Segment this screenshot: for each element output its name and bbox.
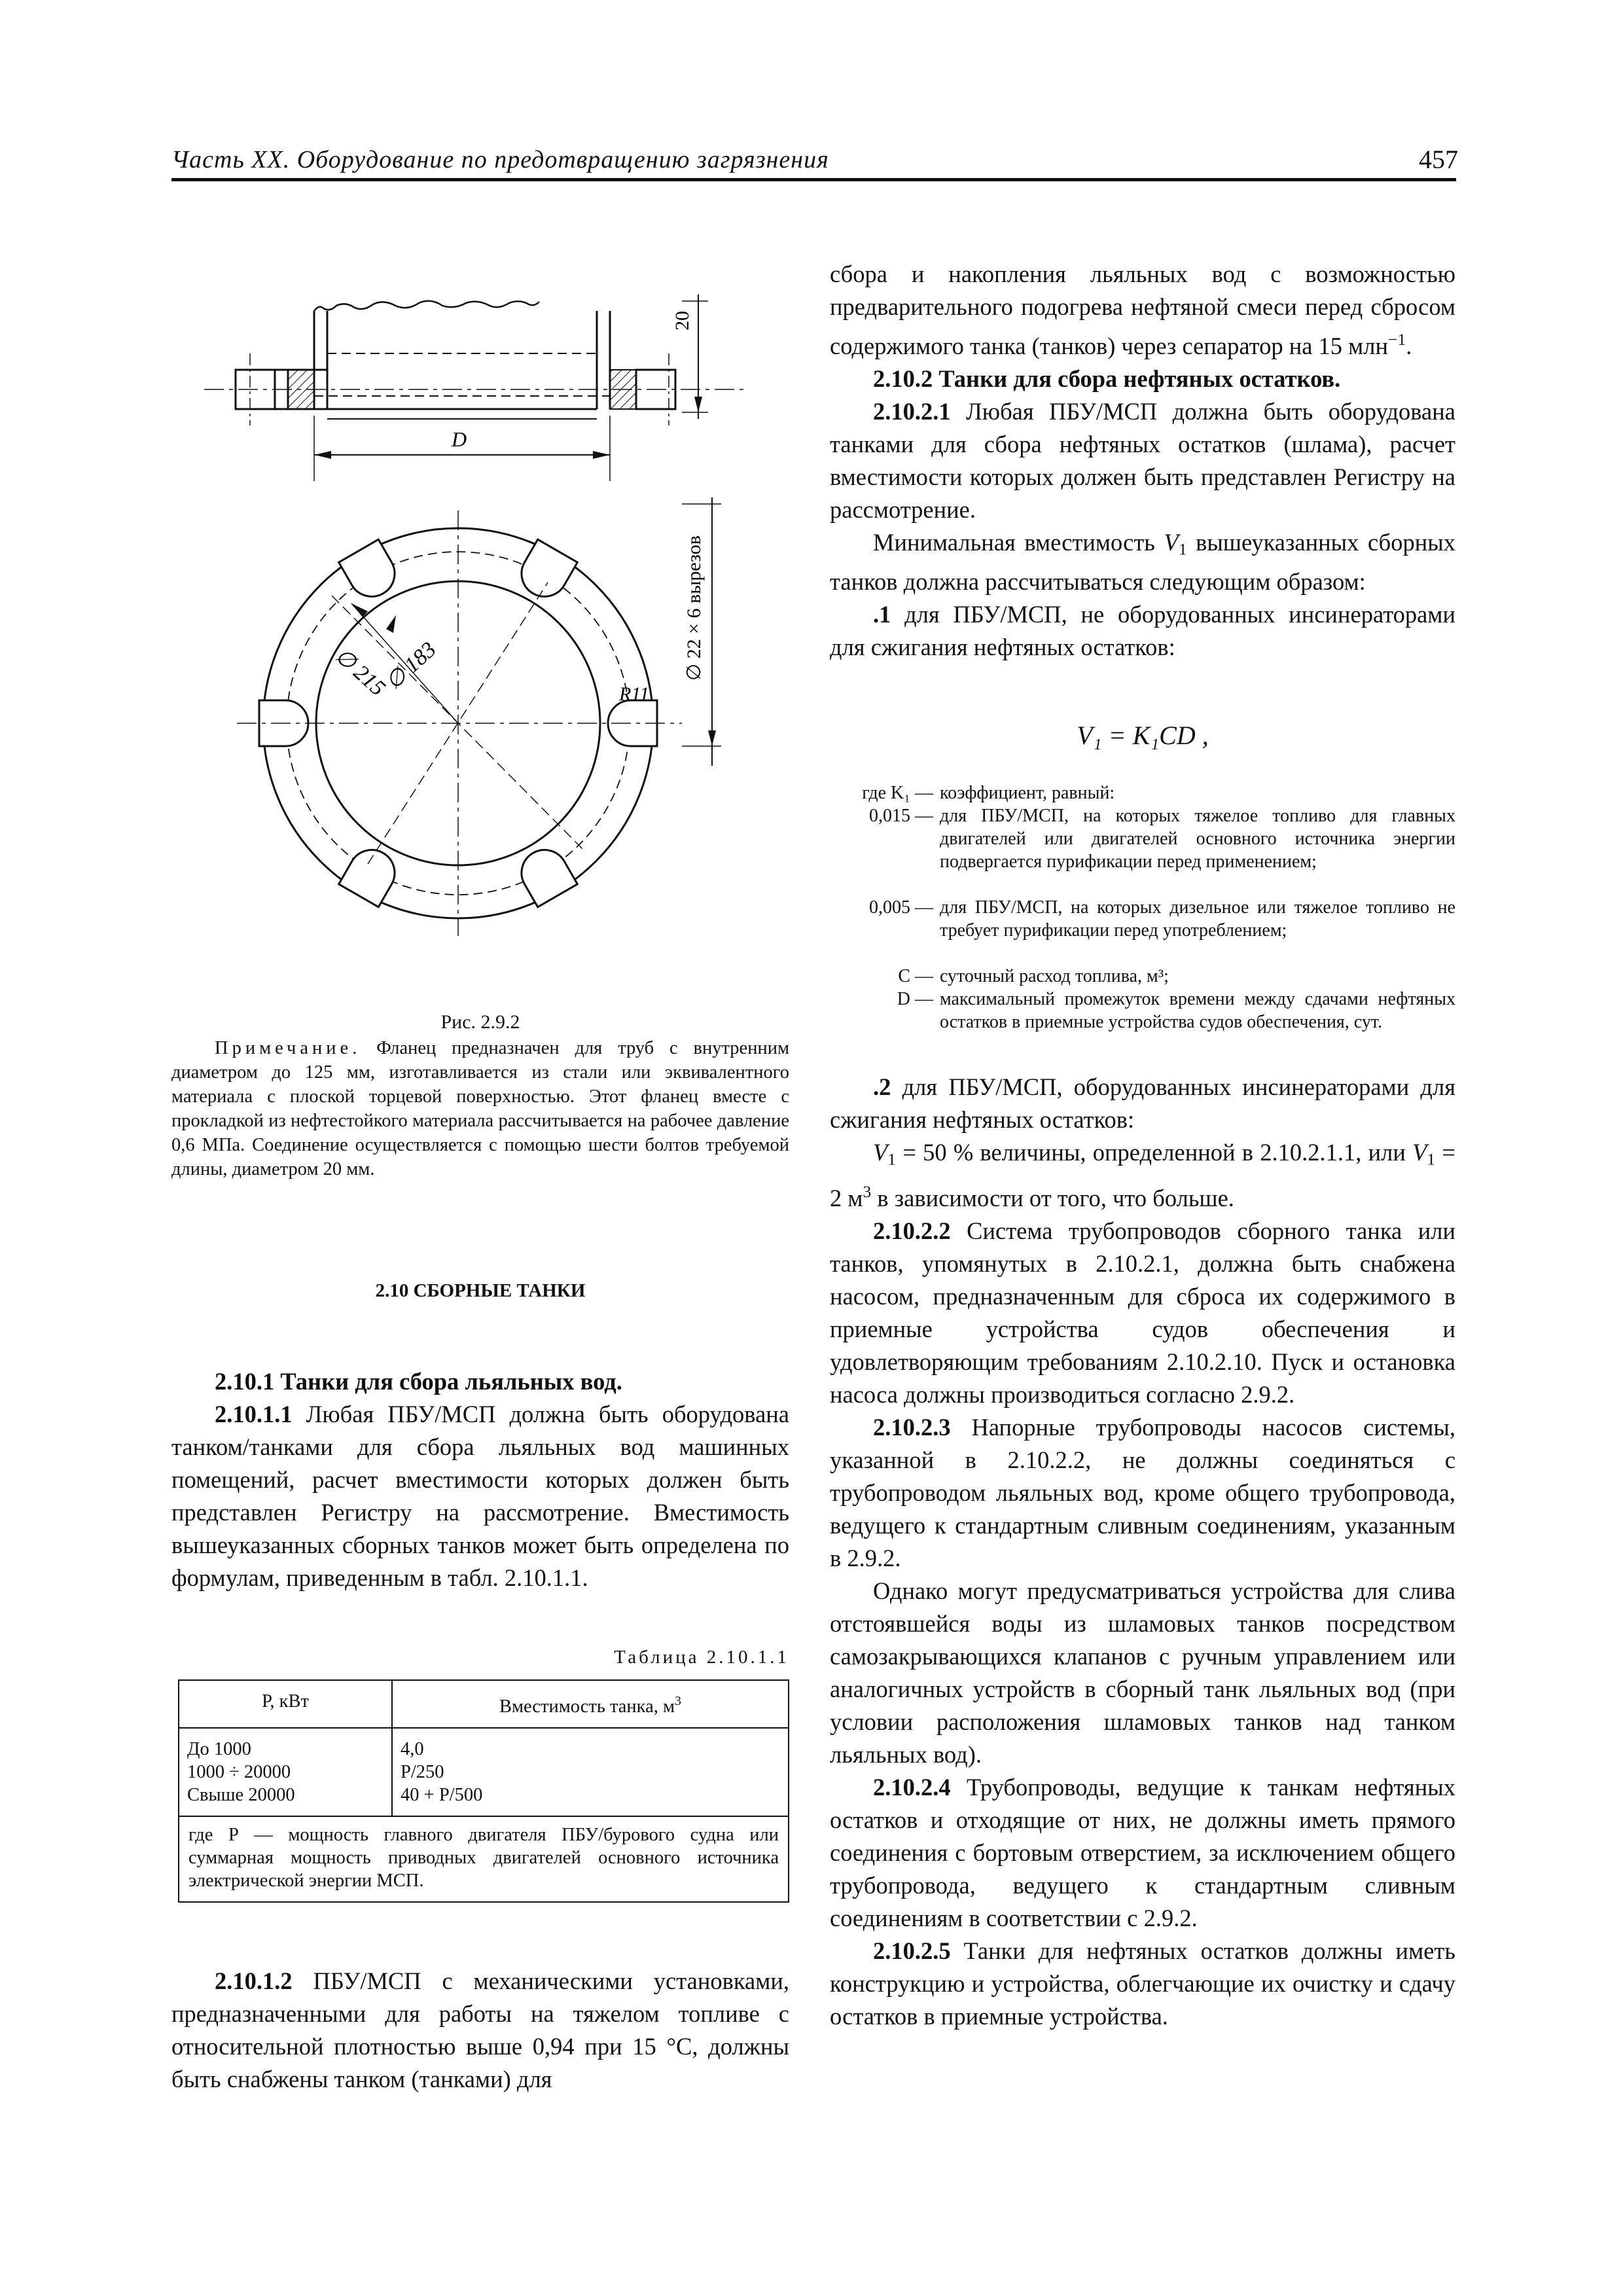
header-rule bbox=[171, 178, 1456, 181]
def-key: 0,015 — bbox=[869, 806, 933, 826]
dim-d-label: D bbox=[452, 427, 467, 451]
right-column-top bbox=[830, 258, 1455, 664]
para-text: Любая ПБУ/МСП должна быть оборудована танком/танками для сбора льяльных вод машинных помещений, расчет вместимости которых должен быть представлен Регистру на рассмотрение. Вместимость вышеуказанных сборных танков может быть определена по формулам, приведенным в табл. 2.10.1.1. bbox=[171, 1401, 789, 1591]
dim-20-label: 20 bbox=[671, 311, 693, 331]
def-key: где K₁ — bbox=[862, 783, 933, 803]
running-header-title: Часть XX. Оборудование по предотвращению загрязнения bbox=[171, 146, 829, 173]
dim-183-label: ∅ 183 bbox=[381, 637, 441, 694]
table-header-row bbox=[179, 1680, 789, 1728]
para-text: Система трубопроводов сборного танка или танков, упомянутых в 2.10.2.1, должна быть снабжена насосом, предназначенным для сброса их содержимого в приемные устройства судов обеспечения и удовлетворяющим требованиям 2.10.2.10. Пуск и остановка насоса должны производиться согласно 2.9.2. bbox=[830, 1217, 1455, 1408]
para-however: Однако могут предусматриваться устройства для слива отстоявшейся воды из шламовых танков посредством самозакрывающихся клапанов с ручным управлением или аналогичных устройств в сборный танк льяльных вод (при условии расположения шламовых танков над танком льяльных вод). bbox=[830, 1577, 1455, 1768]
cell-power: 1000 ÷ 20000 bbox=[187, 1761, 291, 1782]
left-column-text bbox=[171, 1365, 789, 1594]
para-2-10-2-5 bbox=[830, 1935, 1455, 2033]
figure-caption: Рис. 2.9.2 bbox=[440, 1011, 520, 1033]
flange-section-view bbox=[204, 295, 747, 481]
table-footnote-row bbox=[179, 1816, 789, 1902]
col-header-power: Р, кВт bbox=[179, 1680, 392, 1728]
note-text: Фланец предназначен для труб с внутренним диаметром до 125 мм, изготавливается из стали или эквивалентного материала с плоской торцевой поверхностью. Этот фланец вместе с прокладкой из нефтестойкого материала рассчитывается на рабочее давление 0,6 МПа. Соединение осуществляется с помощью шести болтов требуемой длины, диаметром 20 мм. bbox=[171, 1038, 789, 1179]
para-number: 2.10.1.1 bbox=[215, 1401, 293, 1427]
para-continuation: сбора и накопления льяльных вод с возможностью предварительного подогрева нефтяной смеси перед сбросом содержимого танка (танков) через сепаратор на 15 млн$^{-1}$. bbox=[830, 260, 1455, 360]
item-2: .2 для ПБУ/МСП, оборудованных инсинераторами для сжигания нефтяных остатков: bbox=[830, 1073, 1455, 1133]
dim-slots-label: ∅ 22 × 6 вырезов bbox=[683, 535, 705, 681]
para-number: 2.10.2.5 bbox=[873, 1937, 951, 1965]
col-header-capacity: Вместимость танка, $м^3$ bbox=[392, 1680, 789, 1728]
para-text: Танки для нефтяных остатков должны иметь конструкцию и устройства, облегчающие их очистку и сдачу остатков в приемные устройства. bbox=[830, 1937, 1455, 2030]
section-title: 2.10 СБОРНЫЕ ТАНКИ bbox=[375, 1280, 586, 1301]
para-number: 2.10.1.2 bbox=[215, 1967, 293, 1994]
def-value: коэффициент, равный: bbox=[940, 783, 1115, 803]
para-text: Любая ПБУ/МСП должна быть оборудована танками для сбора нефтяных остатков (шлама), расчет вместимости которых должен быть представлен Регистру на рассмотрение. bbox=[830, 398, 1455, 524]
para-2-10-1-1 bbox=[171, 1398, 789, 1594]
def-key: D — bbox=[897, 989, 933, 1009]
para-text: Напорные трубопроводы насосов системы, указанной в 2.10.2.2, не должны соединяться с трубопроводом льяльных вод, кроме общего трубопровода, ведущего к стандартным сливным соединениям, указанным в 2.9.2. bbox=[830, 1414, 1456, 1572]
para-number: 2.10.2.4 bbox=[873, 1774, 951, 1801]
def-value: суточный расход топлива, м³; bbox=[940, 966, 1169, 986]
table-row bbox=[179, 1728, 789, 1816]
para-number: 2.10.2.1 bbox=[873, 398, 951, 425]
para-2-10-2-2 bbox=[830, 1215, 1455, 1411]
cell-capacity: 40 + Р/500 bbox=[401, 1784, 483, 1805]
flange-plan-view bbox=[237, 497, 721, 936]
def-key: C — bbox=[898, 966, 933, 986]
def-value: для ПБУ/МСП, на которых тяжелое топливо для главных двигателей или двигателей основного источника энергии подвергается пурификации перед применением; bbox=[940, 806, 1455, 872]
note-label: Примечание. bbox=[215, 1038, 361, 1058]
cell-capacity: 4,0 bbox=[401, 1738, 424, 1759]
left-column-bottom bbox=[171, 1965, 789, 2096]
right-column-bottom bbox=[830, 1071, 1455, 2033]
item-1: .1 для ПБУ/МСП, не оборудованных инсинераторами для сжигания нефтяных остатков: bbox=[830, 601, 1456, 661]
formula-v1: V₁ = K₁CD , bbox=[1077, 721, 1209, 750]
para-2-10-2-1 bbox=[830, 395, 1455, 526]
page-number: 457 bbox=[1419, 145, 1458, 174]
para-min-capacity: Минимальная вместимость $V_1$ вышеуказанных сборных танков должна рассчитываться следующим образом: bbox=[830, 529, 1456, 596]
para-number: 2.10.2.2 bbox=[873, 1217, 951, 1245]
para-text: Трубопроводы, ведущие к танкам нефтяных остатков и отходящие от них, не должны иметь прямого соединения с бортовым отверстием, за исключением общего трубопровода, ведущего к стандартным сливным соединениям в соответствии с 2.9.2. bbox=[830, 1774, 1455, 1932]
para-2-10-2-4 bbox=[830, 1771, 1455, 1935]
cell-capacity: Р/250 bbox=[401, 1761, 444, 1782]
cell-power: Свыше 20000 bbox=[187, 1784, 295, 1805]
para-2-10-2-3 bbox=[830, 1411, 1455, 1575]
cell-power: До 1000 bbox=[187, 1738, 251, 1759]
subsection-2-10-2-title: 2.10.2 Танки для сбора нефтяных остатков. bbox=[873, 365, 1341, 393]
table-caption: Таблица 2.10.1.1 bbox=[614, 1647, 789, 1668]
definitions-list bbox=[830, 781, 1455, 1056]
para-text: ПБУ/МСП с механическими установками, предназначенными для работы на тяжелом топливе с относительной плотностью выше 0,94 при 15 °С, должны быть снабжены танком (танками) для bbox=[171, 1967, 789, 2092]
def-value: максимальный промежуток времени между сдачами нефтяных остатков в приемные устройства судов обеспечения, сут. bbox=[940, 989, 1455, 1032]
dim-r11-label: R11 bbox=[619, 683, 650, 705]
table-footnote: где Р — мощность главного двигателя ПБУ/бурового судна или суммарная мощность приводных двигателей основного источника электрической энергии МСП. bbox=[179, 1816, 789, 1902]
def-key: 0,005 — bbox=[869, 897, 933, 918]
subsection-2-10-1-title: 2.10.1 Танки для сбора льяльных вод. bbox=[215, 1368, 622, 1395]
flange-drawing bbox=[171, 255, 789, 1008]
dim-215-label: ∅ 215 bbox=[330, 643, 390, 701]
para-number: 2.10.2.3 bbox=[873, 1414, 951, 1441]
para-2-10-1-2 bbox=[171, 1965, 789, 2096]
def-value: для ПБУ/МСП, на которых дизельное или тяжелое топливо не требует пурификации перед употреблением; bbox=[940, 897, 1455, 941]
capacity-table bbox=[178, 1679, 789, 1903]
item-2-formula: $V_1 = 50$ % величины, определенной в 2.10.2.1.1, или $V_1 = 2$ $м^3$ в зависимости от того, что больше. bbox=[830, 1139, 1456, 1212]
figure-note bbox=[171, 1036, 789, 1181]
